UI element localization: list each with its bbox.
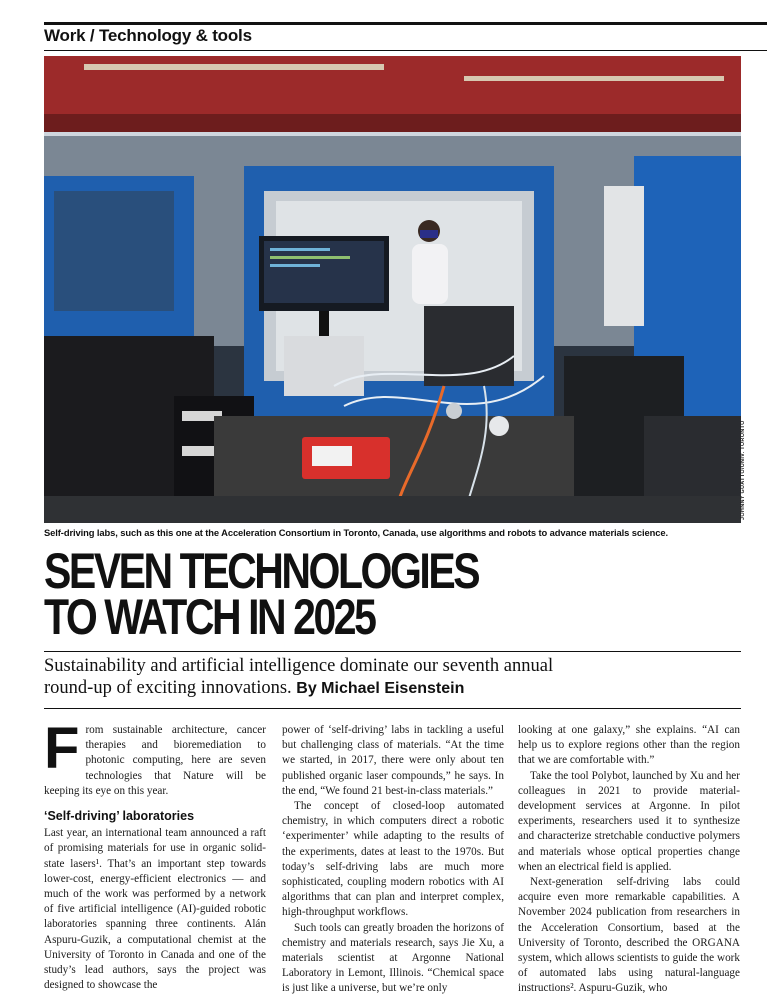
standfirst-text: Sustainability and artificial intelligence dominate our seventh annual round-up of exciting innovations. — [44, 656, 554, 698]
body-column-3 — [518, 723, 740, 997]
headline-line-2: TO WATCH IN 2025 — [44, 589, 375, 645]
body-column-1 — [44, 716, 266, 993]
body-paragraph: power of ‘self-driving’ labs in tackling a useful but challenging class of materials. “At the time we started, in 2017, there were only about ten published organic laser compounds,” he says. In the end, “We found 21 best-in-class materials.” — [282, 724, 504, 797]
body-paragraph: The concept of closed-loop automated chemistry, in which computers direct a robotic ‘experimenter’ while adapting to the results of the experiments, dates at least to the 1970s. But today’s self-driving labs are much more sophisticated, coupling modern robotics with AI algorithms that can plan and interpret complex, high-throughput workflows. — [282, 800, 504, 919]
standfirst — [44, 655, 604, 700]
byline: By Michael Eisenstein — [296, 680, 465, 697]
headline-line-1: SEVEN TECHNOLOGIES — [44, 543, 479, 599]
lab-photo-illustration — [44, 56, 741, 523]
body-paragraph: rom sustainable architecture, cancer therapies and bioremediation to photonic computing, here are seven technologies that Nature will be keeping its eye on this year. — [44, 724, 266, 797]
lab-photo — [44, 56, 741, 523]
headline — [44, 543, 479, 645]
section-top-rule — [44, 22, 767, 25]
section-label: Work / Technology & tools — [44, 26, 252, 45]
photo-credit: JOHNNY GUATTO/UNIV. TORONTO — [740, 420, 746, 520]
body-paragraph: looking at one galaxy,” she explains. “AI can help us to explore regions other than the region that we are comfortable with.” — [518, 724, 740, 767]
standfirst-rule — [44, 708, 741, 709]
section-rule — [44, 50, 767, 51]
section-subheading: ‘Self-driving’ laboratories — [44, 809, 195, 824]
body-paragraph: Next-generation self-driving labs could acquire even more remarkable capabilities. A November 2024 publication from researchers in the Acceleration Consortium, based at the University of Toronto, described the ORGANA system, which allows scientists to guide the work of automated labs using natural-language instructions². Aspuru-Guzik, who — [518, 876, 740, 995]
body-paragraph: Such tools can greatly broaden the horizons of chemistry and materials research, says Jie Xu, a materials scientist at Argonne National Laboratory in Lemont, Illinois. “Chemical space is just like a universe, but we’re only — [282, 921, 504, 995]
body-paragraph: Take the tool Polybot, launched by Xu and her colleagues in 2021 to provide material-development services at Argonne. In pilot experiments, researchers used it to synthesize and characterize stretchable conductive polymers and materials whose optical properties change when an electrical field is applied. — [518, 769, 740, 873]
headline-rule — [44, 651, 741, 652]
body-column-2 — [282, 723, 504, 997]
body-paragraph: Last year, an international team announced a raft of promising materials for use in organic solid-state lasers¹. That’s an important step towards lower-cost, energy-efficient electronics — and much of the work was performed by a network of five artificial intelligence (AI)-guided robotic laboratories spanning three continents. Alán Aspuru-Guzik, a computational chemist at the University of Toronto in Canada and one of the study’s lead authors, says the project was designed to showcase the — [44, 827, 266, 992]
photo-caption: Self-driving labs, such as this one at the Acceleration Consortium in Toronto, Canada, use algorithms and robots to advance materials science. — [44, 527, 668, 538]
drop-cap: F — [44, 716, 80, 781]
